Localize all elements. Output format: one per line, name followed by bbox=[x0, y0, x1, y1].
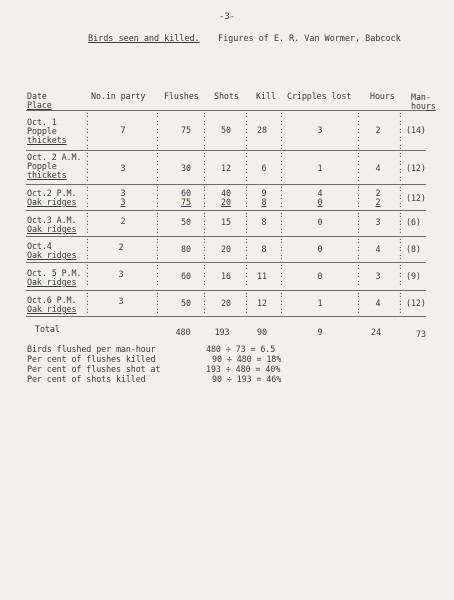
colon-separator: : bbox=[85, 278, 90, 287]
colon-separator: : bbox=[202, 174, 207, 183]
row-4-flushes: 50 bbox=[181, 217, 191, 227]
colon-separator: : bbox=[356, 262, 361, 271]
colon-separator: : bbox=[356, 166, 361, 175]
colon-separator: : bbox=[155, 270, 160, 279]
colon-separator: : bbox=[85, 298, 90, 307]
colon-separator: : bbox=[398, 134, 403, 143]
colon-separator: : bbox=[244, 290, 249, 299]
colon-separator: : bbox=[398, 290, 403, 299]
row-7-shots: 20 bbox=[221, 298, 231, 308]
colon-separator: : bbox=[398, 270, 403, 279]
total-flushes: 480 bbox=[175, 327, 191, 337]
colon-separator: : bbox=[398, 126, 403, 135]
colon-separator: : bbox=[202, 184, 207, 193]
colon-separator: : bbox=[356, 306, 361, 315]
colon-separator: : bbox=[202, 150, 207, 159]
colon-separator: : bbox=[356, 218, 361, 227]
total-kill: 90 bbox=[257, 327, 267, 337]
row-6-party: 3 bbox=[118, 269, 124, 279]
header-hours: Hours bbox=[370, 91, 395, 101]
row-3-hours-a: 2 bbox=[375, 188, 381, 198]
total-hours: 24 bbox=[371, 327, 381, 337]
colon-separator: : bbox=[202, 306, 207, 315]
colon-separator: : bbox=[155, 252, 160, 261]
header-cripples: Cripples lost bbox=[287, 91, 352, 101]
colon-separator: : bbox=[202, 110, 207, 119]
colon-separator: : bbox=[398, 200, 403, 209]
colon-separator: : bbox=[279, 262, 284, 271]
row-3-flushes-b: 75 bbox=[181, 197, 191, 207]
colon-separator: : bbox=[155, 244, 160, 253]
row-5-flushes: 80 bbox=[181, 244, 191, 254]
row-7-manhours: (12) bbox=[406, 298, 426, 308]
header-party: No.in party bbox=[91, 91, 146, 101]
row-2-manhours: (12) bbox=[406, 163, 426, 173]
colon-separator: : bbox=[155, 142, 160, 151]
row-5-party: 2 bbox=[118, 242, 124, 252]
colon-separator: : bbox=[279, 158, 284, 167]
row-7-cripples: 1 bbox=[317, 298, 323, 308]
colon-separator: : bbox=[202, 158, 207, 167]
colon-separator: : bbox=[279, 142, 284, 151]
header-manhours-1: Man- bbox=[411, 92, 431, 102]
colon-separator: : bbox=[398, 298, 403, 307]
colon-separator: : bbox=[244, 210, 249, 219]
colon-separator: : bbox=[398, 110, 403, 119]
colon-separator: : bbox=[85, 126, 90, 135]
colon-separator: : bbox=[244, 150, 249, 159]
colon-separator: : bbox=[85, 134, 90, 143]
row-7-place: Oak ridges bbox=[27, 304, 77, 314]
colon-separator: : bbox=[155, 290, 160, 299]
colon-separator: : bbox=[356, 210, 361, 219]
colon-separator: : bbox=[85, 166, 90, 175]
row-3-shots-a: 40 bbox=[221, 188, 231, 198]
header-place: Place bbox=[27, 100, 52, 110]
colon-separator: : bbox=[244, 252, 249, 261]
row-6-hours: 3 bbox=[375, 271, 381, 281]
colon-separator: : bbox=[244, 236, 249, 245]
colon-separator: : bbox=[155, 278, 160, 287]
colon-separator: : bbox=[85, 210, 90, 219]
colon-separator: : bbox=[279, 244, 284, 253]
row-3-kill-a: 9 bbox=[261, 188, 267, 198]
colon-separator: : bbox=[356, 278, 361, 287]
colon-separator: : bbox=[155, 158, 160, 167]
row-1-kill: 28 bbox=[257, 125, 267, 135]
colon-separator: : bbox=[356, 290, 361, 299]
colon-separator: : bbox=[279, 192, 284, 201]
row-6-manhours: (9) bbox=[406, 271, 421, 281]
colon-separator: : bbox=[279, 226, 284, 235]
colon-separator: : bbox=[244, 298, 249, 307]
row-1-date: Oct. 1 bbox=[27, 117, 57, 127]
colon-separator: : bbox=[155, 262, 160, 271]
colon-separator: : bbox=[202, 200, 207, 209]
colon-separator: : bbox=[356, 252, 361, 261]
colon-separator: : bbox=[155, 110, 160, 119]
row-1-shots: 50 bbox=[221, 125, 231, 135]
row-4-manhours: (6) bbox=[406, 217, 421, 227]
summary-calc: 480 ÷ 73 = 6.5 bbox=[206, 344, 276, 354]
row-2-kill: 6 bbox=[261, 163, 267, 173]
colon-separator: : bbox=[155, 306, 160, 315]
colon-separator: : bbox=[202, 192, 207, 201]
colon-separator: : bbox=[202, 278, 207, 287]
colon-separator: : bbox=[244, 174, 249, 183]
colon-separator: : bbox=[85, 192, 90, 201]
row-1-party: 7 bbox=[120, 125, 126, 135]
document-figures: Figures of E. R. Van Wormer, Babcock bbox=[218, 34, 401, 44]
colon-separator: : bbox=[398, 174, 403, 183]
colon-separator: : bbox=[398, 142, 403, 151]
header-flushes: Flushes bbox=[164, 91, 199, 101]
row-3-manhours: (12) bbox=[406, 193, 426, 203]
colon-separator: : bbox=[398, 118, 403, 127]
header-kill: Kill bbox=[256, 91, 276, 101]
colon-separator: : bbox=[155, 298, 160, 307]
colon-separator: : bbox=[356, 244, 361, 253]
colon-separator: : bbox=[244, 306, 249, 315]
row-3-party-b: 3 bbox=[120, 197, 126, 207]
colon-separator: : bbox=[279, 210, 284, 219]
colon-separator: : bbox=[202, 226, 207, 235]
colon-separator: : bbox=[356, 134, 361, 143]
colon-separator: : bbox=[85, 306, 90, 315]
colon-separator: : bbox=[244, 270, 249, 279]
colon-separator: : bbox=[85, 118, 90, 127]
colon-separator: : bbox=[202, 262, 207, 271]
colon-separator: : bbox=[85, 142, 90, 151]
colon-separator: : bbox=[244, 134, 249, 143]
row-6-flushes: 60 bbox=[181, 271, 191, 281]
colon-separator: : bbox=[85, 262, 90, 271]
row-2-date: Oct. 2 A.M. bbox=[27, 152, 82, 162]
row-1-place: Popple bbox=[27, 126, 57, 136]
row-3-cripples-a: 4 bbox=[317, 188, 323, 198]
colon-separator: : bbox=[155, 166, 160, 175]
summary-calc: 193 ÷ 480 = 40% bbox=[206, 364, 281, 374]
colon-separator: : bbox=[356, 150, 361, 159]
row-1-place: thickets bbox=[27, 135, 67, 145]
row-5-date: Oct.4 bbox=[27, 241, 52, 251]
rule bbox=[26, 316, 426, 317]
colon-separator: : bbox=[356, 270, 361, 279]
colon-separator: : bbox=[202, 166, 207, 175]
row-7-date: Oct.6 P.M. bbox=[27, 295, 77, 305]
colon-separator: : bbox=[155, 184, 160, 193]
total-label: Total bbox=[35, 324, 60, 334]
colon-separator: : bbox=[85, 184, 90, 193]
colon-separator: : bbox=[244, 184, 249, 193]
summary-label: Per cent of shots killed bbox=[27, 374, 146, 384]
colon-separator: : bbox=[85, 218, 90, 227]
colon-separator: : bbox=[244, 218, 249, 227]
colon-separator: : bbox=[85, 236, 90, 245]
colon-separator: : bbox=[244, 262, 249, 271]
colon-separator: : bbox=[244, 244, 249, 253]
row-4-date: Oct.3 A.M. bbox=[27, 215, 77, 225]
row-5-cripples: 0 bbox=[317, 244, 323, 254]
colon-separator: : bbox=[155, 218, 160, 227]
colon-separator: : bbox=[398, 236, 403, 245]
colon-separator: : bbox=[202, 126, 207, 135]
row-4-kill: 8 bbox=[261, 217, 267, 227]
colon-separator: : bbox=[279, 150, 284, 159]
colon-separator: : bbox=[398, 244, 403, 253]
row-3-flushes-a: 60 bbox=[181, 188, 191, 198]
colon-separator: : bbox=[279, 236, 284, 245]
colon-separator: : bbox=[279, 184, 284, 193]
header-shots: Shots bbox=[214, 91, 239, 101]
row-4-shots: 15 bbox=[221, 217, 231, 227]
colon-separator: : bbox=[202, 142, 207, 151]
colon-separator: : bbox=[85, 174, 90, 183]
colon-separator: : bbox=[279, 290, 284, 299]
row-2-party: 3 bbox=[120, 163, 126, 173]
colon-separator: : bbox=[398, 150, 403, 159]
colon-separator: : bbox=[279, 118, 284, 127]
colon-separator: : bbox=[398, 218, 403, 227]
summary-label: Per cent of flushes shot at bbox=[27, 364, 161, 374]
colon-separator: : bbox=[244, 126, 249, 135]
colon-separator: : bbox=[202, 210, 207, 219]
colon-separator: : bbox=[155, 134, 160, 143]
colon-separator: : bbox=[155, 200, 160, 209]
colon-separator: : bbox=[202, 252, 207, 261]
colon-separator: : bbox=[279, 270, 284, 279]
colon-separator: : bbox=[356, 200, 361, 209]
row-3-kill-b: 8 bbox=[261, 197, 267, 207]
colon-separator: : bbox=[244, 142, 249, 151]
colon-separator: : bbox=[279, 166, 284, 175]
colon-separator: : bbox=[356, 126, 361, 135]
colon-separator: : bbox=[244, 278, 249, 287]
colon-separator: : bbox=[85, 290, 90, 299]
colon-separator: : bbox=[356, 226, 361, 235]
colon-separator: : bbox=[244, 158, 249, 167]
header-manhours-2: hours bbox=[411, 101, 436, 111]
colon-separator: : bbox=[279, 252, 284, 261]
row-2-shots: 12 bbox=[221, 163, 231, 173]
total-shots: 193 bbox=[214, 327, 230, 337]
colon-separator: : bbox=[244, 166, 249, 175]
colon-separator: : bbox=[85, 252, 90, 261]
colon-separator: : bbox=[155, 236, 160, 245]
colon-separator: : bbox=[279, 298, 284, 307]
colon-separator: : bbox=[398, 278, 403, 287]
row-1-manhours: (14) bbox=[406, 125, 426, 135]
colon-separator: : bbox=[155, 174, 160, 183]
colon-separator: : bbox=[85, 244, 90, 253]
row-5-manhours: (8) bbox=[406, 244, 421, 254]
colon-separator: : bbox=[85, 270, 90, 279]
colon-separator: : bbox=[244, 118, 249, 127]
colon-separator: : bbox=[155, 126, 160, 135]
row-5-shots: 20 bbox=[221, 244, 231, 254]
colon-separator: : bbox=[85, 200, 90, 209]
colon-separator: : bbox=[202, 236, 207, 245]
row-2-flushes: 30 bbox=[181, 163, 191, 173]
row-3-date: Oct.2 P.M. bbox=[27, 188, 77, 198]
colon-separator: : bbox=[398, 192, 403, 201]
colon-separator: : bbox=[202, 270, 207, 279]
total-manhours: 73 bbox=[416, 329, 426, 339]
colon-separator: : bbox=[279, 126, 284, 135]
colon-separator: : bbox=[202, 134, 207, 143]
row-4-cripples: 0 bbox=[317, 217, 323, 227]
colon-separator: : bbox=[398, 306, 403, 315]
row-1-hours: 2 bbox=[375, 125, 381, 135]
row-4-hours: 3 bbox=[375, 217, 381, 227]
colon-separator: : bbox=[244, 110, 249, 119]
colon-separator: : bbox=[85, 158, 90, 167]
row-5-kill: 8 bbox=[261, 244, 267, 254]
colon-separator: : bbox=[279, 218, 284, 227]
colon-separator: : bbox=[202, 298, 207, 307]
summary-calc: 90 ÷ 480 = 18% bbox=[212, 354, 282, 364]
row-3-place: Oak ridges bbox=[27, 197, 77, 207]
colon-separator: : bbox=[356, 298, 361, 307]
row-5-hours: 4 bbox=[375, 244, 381, 254]
header-date: Date bbox=[27, 91, 47, 101]
colon-separator: : bbox=[202, 118, 207, 127]
colon-separator: : bbox=[202, 290, 207, 299]
row-4-party: 2 bbox=[120, 216, 126, 226]
page-number: -3- bbox=[219, 12, 235, 22]
row-3-shots-b: 20 bbox=[221, 197, 231, 207]
colon-separator: : bbox=[202, 244, 207, 253]
row-7-party: 3 bbox=[118, 296, 124, 306]
colon-separator: : bbox=[398, 252, 403, 261]
colon-separator: : bbox=[398, 184, 403, 193]
colon-separator: : bbox=[279, 306, 284, 315]
row-6-place: Oak ridges bbox=[27, 277, 77, 287]
row-7-hours: 4 bbox=[375, 298, 381, 308]
summary-calc: 90 ÷ 193 = 46% bbox=[212, 374, 282, 384]
row-5-place: Oak ridges bbox=[27, 250, 77, 260]
colon-separator: : bbox=[398, 210, 403, 219]
colon-separator: : bbox=[244, 226, 249, 235]
summary-label: Birds flushed per man-hour bbox=[27, 344, 156, 354]
colon-separator: : bbox=[356, 110, 361, 119]
colon-separator: : bbox=[356, 118, 361, 127]
row-2-cripples: 1 bbox=[317, 163, 323, 173]
colon-separator: : bbox=[398, 226, 403, 235]
colon-separator: : bbox=[85, 110, 90, 119]
colon-separator: : bbox=[85, 226, 90, 235]
row-3-hours-b: 2 bbox=[375, 197, 381, 207]
row-1-flushes: 75 bbox=[181, 125, 191, 135]
summary-label: Per cent of flushes killed bbox=[27, 354, 156, 364]
colon-separator: : bbox=[155, 210, 160, 219]
colon-separator: : bbox=[279, 110, 284, 119]
colon-separator: : bbox=[279, 134, 284, 143]
colon-separator: : bbox=[155, 118, 160, 127]
colon-separator: : bbox=[398, 262, 403, 271]
colon-separator: : bbox=[244, 192, 249, 201]
row-6-kill: 11 bbox=[257, 271, 267, 281]
colon-separator: : bbox=[356, 184, 361, 193]
colon-separator: : bbox=[398, 158, 403, 167]
colon-separator: : bbox=[85, 150, 90, 159]
total-cripples: 9 bbox=[317, 327, 323, 337]
colon-separator: : bbox=[279, 200, 284, 209]
row-2-place: thickets bbox=[27, 170, 67, 180]
row-7-kill: 12 bbox=[257, 298, 267, 308]
row-2-place: Popple bbox=[27, 161, 57, 171]
document-title: Birds seen and killed. bbox=[88, 34, 200, 44]
row-6-shots: 16 bbox=[221, 271, 231, 281]
row-2-hours: 4 bbox=[375, 163, 381, 173]
colon-separator: : bbox=[279, 278, 284, 287]
colon-separator: : bbox=[155, 192, 160, 201]
colon-separator: : bbox=[356, 174, 361, 183]
row-3-party-a: 3 bbox=[120, 188, 126, 198]
row-6-cripples: 0 bbox=[317, 271, 323, 281]
colon-separator: : bbox=[244, 200, 249, 209]
colon-separator: : bbox=[279, 174, 284, 183]
row-3-cripples-b: 0 bbox=[317, 197, 323, 207]
row-4-place: Oak ridges bbox=[27, 224, 77, 234]
colon-separator: : bbox=[155, 150, 160, 159]
row-1-cripples: 3 bbox=[317, 125, 323, 135]
colon-separator: : bbox=[356, 158, 361, 167]
colon-separator: : bbox=[155, 226, 160, 235]
colon-separator: : bbox=[356, 236, 361, 245]
colon-separator: : bbox=[398, 166, 403, 175]
colon-separator: : bbox=[356, 192, 361, 201]
colon-separator: : bbox=[202, 218, 207, 227]
row-7-flushes: 50 bbox=[181, 298, 191, 308]
colon-separator: : bbox=[356, 142, 361, 151]
row-6-date: Oct. 5 P.M. bbox=[27, 268, 82, 278]
